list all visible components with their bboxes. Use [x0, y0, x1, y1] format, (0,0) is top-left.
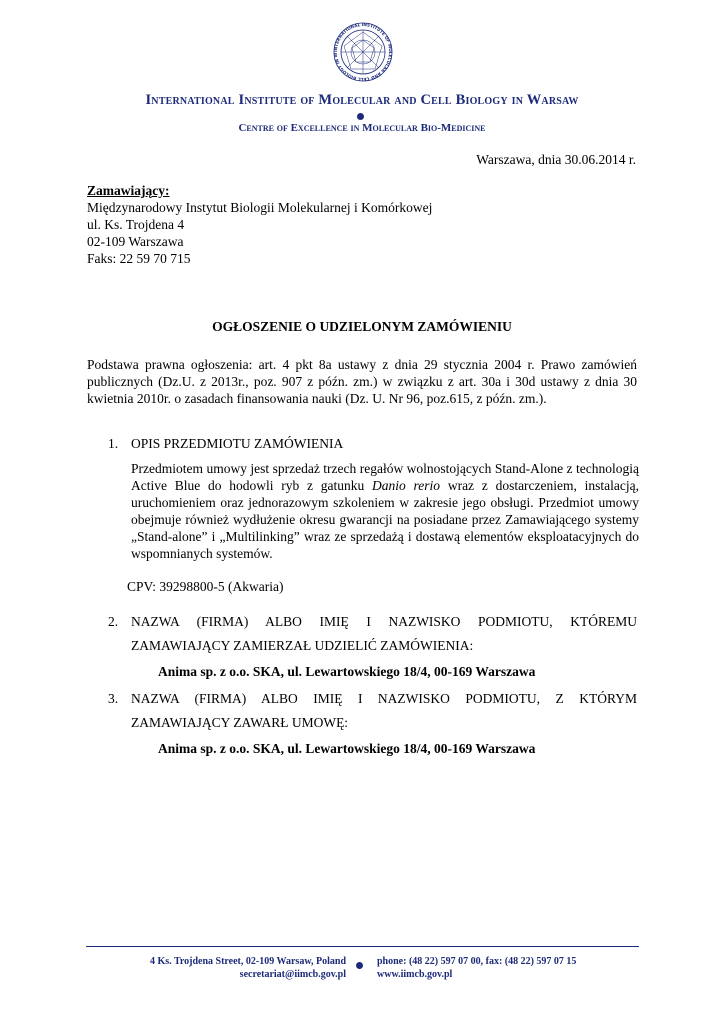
- section-2-number: 2.: [108, 614, 119, 629]
- buyer-line: Międzynarodowy Instytut Biologii Molekularnej i Komórkowej: [87, 200, 433, 215]
- buyer-heading: Zamawiający:: [87, 183, 170, 198]
- institute-logo: [333, 22, 393, 82]
- legal-basis: Podstawa prawna ogłoszenia: art. 4 pkt 8a ustawy z dnia 29 stycznia 2004 r. Prawo zamówień publicznych (Dz.U. z 2013r., poz. 907 z późn. zm.) w związku z art. 30a i 30d ustawy z dnia 30 kwietnia 2010r. o zasadach finansowania nauki (Dz. U. Nr 96, poz.615, z późn. zm.).: [87, 357, 637, 406]
- section-2-heading-line2: ZAMAWIAJĄCY ZAMIERZAŁ UDZIELIĆ ZAMÓWIENIA:: [131, 638, 474, 653]
- section-3-heading-line1: NAZWA (FIRMA) ALBO IMIĘ I NAZWISKO PODMIOTU, Z KTÓRYM: [131, 691, 637, 706]
- section-2-company: Anima sp. z o.o. SKA, ul. Lewartowskiego 18/4, 00-169 Warszawa: [158, 664, 536, 679]
- footer-address: 4 Ks. Trojdena Street, 02-109 Warsaw, Poland: [149, 956, 346, 967]
- section-1-heading: OPIS PRZEDMIOTU ZAMÓWIENIA: [131, 436, 344, 451]
- footer-phone: phone: (48 22) 597 07 00, fax: (48 22) 597 07 15: [377, 956, 577, 967]
- description-text: Przedmiotem umowy jest sprzedaż trzech regałów wolnostojących Stand-Alone z technologią Active Blue do hodowli ryb z gatunku: [131, 461, 639, 493]
- footer-email: secretariat@iimcb.gov.pl: [239, 969, 346, 980]
- footer-contact-block: [377, 955, 576, 981]
- footer-address-block: [120, 955, 346, 981]
- institute-name: International Institute of Molecular and Cell Biology in Warsaw: [145, 92, 579, 108]
- header-dot: [357, 113, 364, 120]
- buyer-block: [87, 182, 432, 267]
- section-3-heading-line2: ZAMAWIAJĄCY ZAWARŁ UMOWĘ:: [131, 715, 349, 730]
- species-name: Danio rerio: [372, 478, 441, 493]
- logo-ring-text: INTERNATIONAL INSTITUTE OF MOLECULAR AND CELL BIOLOGY IN W: [333, 22, 393, 82]
- description-text: wraz z dostarczeniem, instalacją, uruchomieniem oraz jednorazowym szkoleniem w zakresie jego obsługi. Przedmiot umowy obejmuje również wydłużenie okresu gwarancji na posiadane przez Zamawiającego systemy „Stand-alone” i „Multilinking” wraz ze sprzedażą i dostawą elementów eksploatacyjnych do wspomnianych systemów.: [131, 478, 640, 561]
- section-1-description: [131, 460, 639, 562]
- document-date: Warszawa, dnia 30.06.2014 r.: [476, 152, 636, 167]
- footer-web: www.iimcb.gov.pl: [377, 969, 453, 980]
- document-title: OGŁOSZENIE O UDZIELONYM ZAMÓWIENIU: [212, 319, 512, 334]
- section-2-heading-line1: NAZWA (FIRMA) ALBO IMIĘ I NAZWISKO PODMIOTU, KTÓREMU: [131, 614, 637, 629]
- section-3-number: 3.: [108, 691, 119, 706]
- cpv-code: CPV: 39298800-5 (Akwaria): [127, 579, 284, 594]
- institute-subtitle: Centre of Excellence in Molecular Bio-Medicine: [238, 122, 486, 134]
- buyer-line: 02-109 Warszawa: [87, 234, 184, 249]
- section-3-company: Anima sp. z o.o. SKA, ul. Lewartowskiego 18/4, 00-169 Warszawa: [158, 741, 536, 756]
- buyer-line: Faks: 22 59 70 715: [87, 251, 191, 266]
- footer-dot: [356, 962, 363, 969]
- section-1-number: 1.: [108, 436, 119, 451]
- footer-rule: [86, 946, 639, 947]
- buyer-line: ul. Ks. Trojdena 4: [87, 217, 185, 232]
